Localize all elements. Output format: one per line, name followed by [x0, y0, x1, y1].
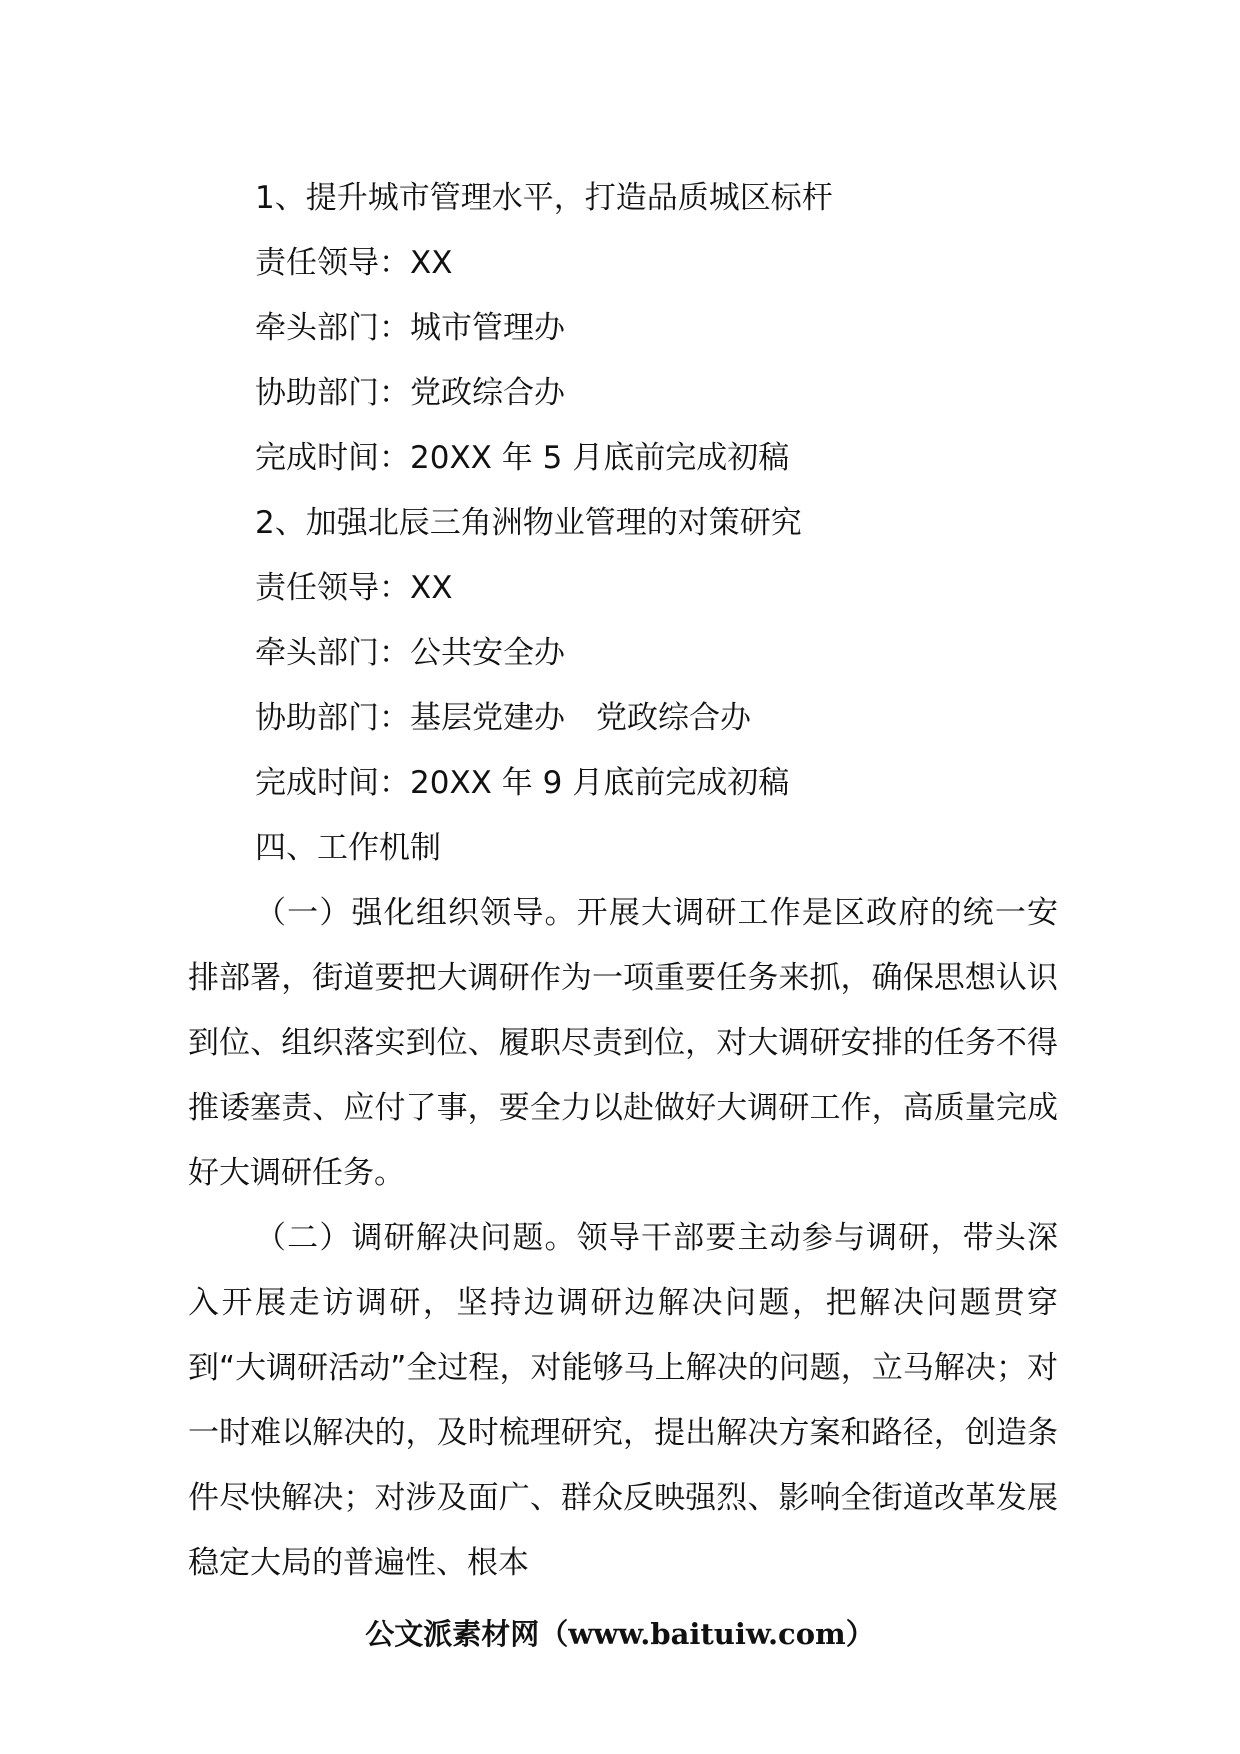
item-2-lead-dept: 牵头部门：公共安全办	[255, 635, 565, 671]
item-2-title: 2、加强北辰三角洲物业管理的对策研究	[255, 505, 802, 541]
section-heading-work-mechanism: 四、工作机制	[255, 830, 441, 866]
paragraph-research-solve-problems: （二）调研解决问题。领导干部要主动参与调研，带头深入开展走访调研，坚持边调研边解决问题，把解决问题贯穿到“大调研活动”全过程，对能够马上解决的问题，立马解决；对一时难以解决的，及时梳理研究，提出解决方案和路径，创造条件尽快解决；对涉及面广、群众反映强烈、影响全街道改革发展稳定大局的普遍性、根本	[188, 1220, 1058, 1581]
item-1-lead-dept: 牵头部门：城市管理办	[255, 310, 565, 346]
item-1-assist-dept: 协助部门：党政综合办	[255, 375, 565, 411]
item-1-title: 1、提升城市管理水平，打造品质城区标杆	[255, 180, 833, 216]
footer-watermark: 公文派素材网（www.baituiw.com）	[365, 1617, 875, 1651]
item-1-deadline: 完成时间：20XX 年 5 月底前完成初稿	[255, 440, 790, 476]
item-2-deadline: 完成时间：20XX 年 9 月底前完成初稿	[255, 765, 790, 801]
item-2-assist-dept: 协助部门：基层党建办 党政综合办	[255, 700, 751, 736]
item-2-leader: 责任领导：XX	[255, 570, 453, 606]
paragraph-organization-leadership: （一）强化组织领导。开展大调研工作是区政府的统一安排部署，街道要把大调研作为一项重要任务来抓，确保思想认识到位、组织落实到位、履职尽责到位，对大调研安排的任务不得推诿塞责、应付了事，要全力以赴做好大调研工作，高质量完成好大调研任务。	[188, 895, 1058, 1191]
document-body	[188, 166, 1058, 1596]
item-1-leader: 责任领导：XX	[255, 245, 453, 281]
